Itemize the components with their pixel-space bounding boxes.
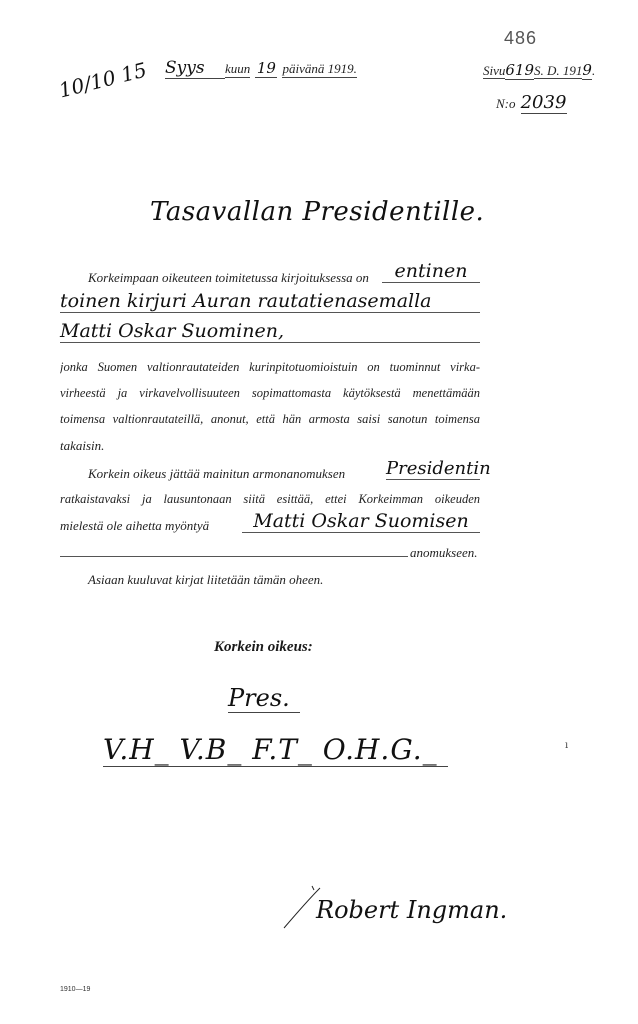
addressee: Tasavallan Presidentille. <box>150 197 485 227</box>
date-day-hand: 19 <box>256 59 276 77</box>
para2-line3-print: mielestä ole aihetta myöntyä <box>60 518 210 533</box>
doc-no-hand: 2039 <box>520 92 567 113</box>
para1-line: jonka Suomen valtionrautateiden kurinpitotuomioistuin on tuominnut virka- <box>60 360 480 374</box>
stamp-number: 486 <box>504 28 538 48</box>
year-digit-hand: 9 <box>582 61 592 79</box>
doc-no-label: N:o <box>496 96 516 111</box>
para1-line: toimensa valtionrautateillä, anonut, että hän armosta saisi sanotun toimensa <box>60 412 480 426</box>
para1-line: virheestä ja virkavelvollisuuteen sopimattomasta käytöksestä menettämään <box>60 386 480 400</box>
para2-hand-name: Matti Oskar Suomisen <box>242 510 480 533</box>
date-month-print: kuun <box>225 61 251 76</box>
para2-intro: Korkein oikeus jättää mainitun armonanomuksen <box>88 466 346 481</box>
page-suffix: S. D. 191 <box>534 63 583 78</box>
marginal-note: 10/10 15 <box>56 57 150 103</box>
initials-hand: V.H_ V.B_ F.T_ O.H.G._ <box>103 733 448 767</box>
para3: Asiaan kuuluvat kirjat liitetään tämän oheen. <box>88 572 324 587</box>
court-heading: Korkein oikeus: <box>214 639 313 655</box>
para1-hand-line1: entinen <box>382 260 480 283</box>
para2-line2: ratkaistavaksi ja lausuntonaan siitä esittää, ettei Korkeimman oikeuden <box>60 492 480 506</box>
page-label: Sivu <box>483 63 506 78</box>
side-mark: ı <box>565 740 569 751</box>
date-line <box>165 58 377 79</box>
signature: Robert Ingman. <box>316 896 508 924</box>
date-month-hand: Syys <box>165 58 225 79</box>
para1-hand-line3: Matti Oskar Suominen, <box>60 320 480 343</box>
page-reference: Sivu619S. D. 1919. <box>483 61 596 79</box>
date-day-print: päivänä 1919. <box>282 61 357 76</box>
para1-intro: Korkeimpaan oikeuteen toimitetussa kirjoituksessa on <box>88 270 369 285</box>
doc-number <box>496 92 574 114</box>
para1-hand-line2: toinen kirjuri Auran rautatienasemalla <box>60 290 480 313</box>
page-num-hand: 619 <box>505 61 535 79</box>
blank-line <box>60 556 408 557</box>
para2-line4-print: anomukseen. <box>410 545 478 560</box>
pres-hand: Pres. <box>228 684 300 713</box>
para1-last-line: takaisin. <box>60 438 105 453</box>
para2-hand-president: Presidentin <box>386 458 491 479</box>
footer-code: 1910—19 <box>60 986 91 993</box>
